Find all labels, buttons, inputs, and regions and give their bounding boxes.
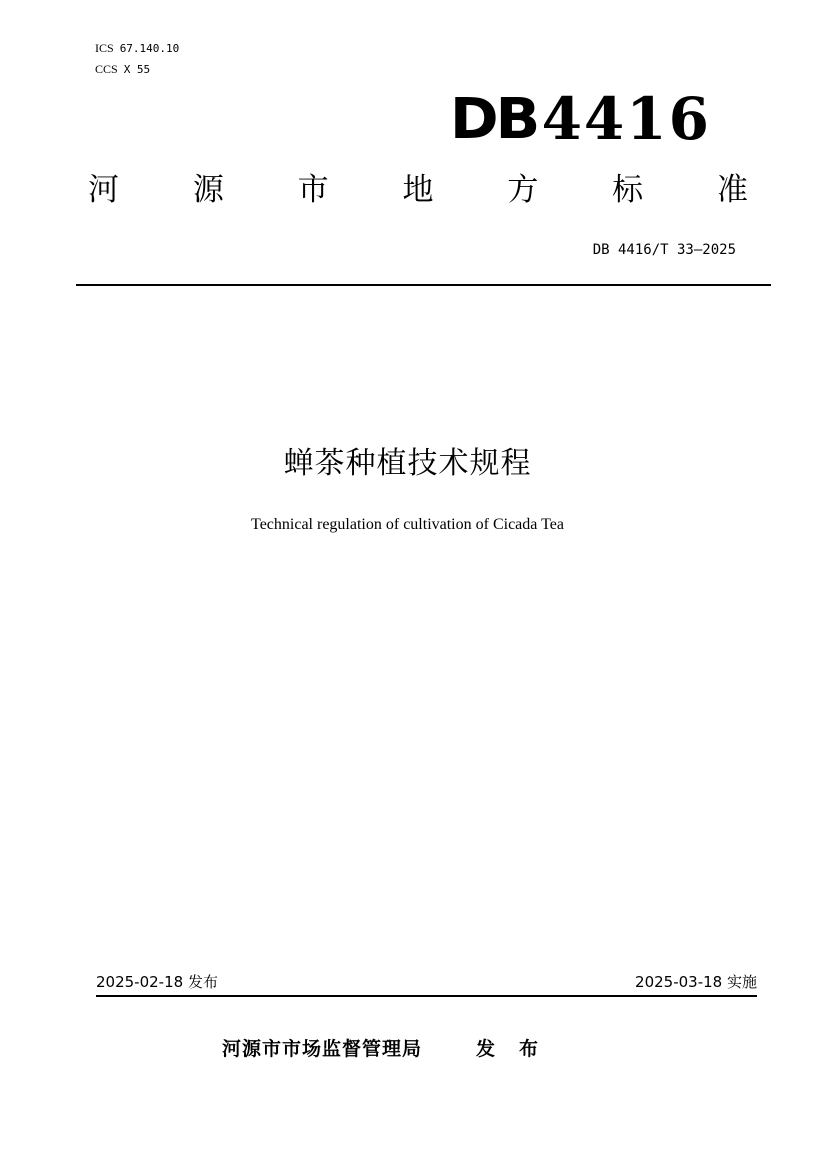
standard-type-char: 地 — [402, 172, 434, 208]
effective-date: 2025-03-18 实施 — [635, 973, 757, 991]
ics-label: ICS — [95, 41, 114, 55]
document-title-english: Technical regulation of cultivation of Cicada Tea — [251, 516, 564, 533]
issue-action: 发布 — [476, 1038, 563, 1060]
ccs-value: X 55 — [123, 63, 151, 76]
standard-type-heading — [88, 170, 748, 210]
document-title: 蝉茶种植技术规程 — [283, 446, 532, 481]
standard-type-char: 准 — [716, 172, 748, 208]
standard-number: DB 4416/T 33—2025 — [592, 242, 736, 258]
standard-type-char: 市 — [297, 172, 329, 208]
header-divider — [76, 284, 771, 286]
publish-date: 2025-02-18 发布 — [96, 973, 218, 991]
standard-mark-number: 4416 — [541, 85, 711, 153]
date-row — [96, 972, 757, 992]
issuer-name: 河源市市场监督管理局 — [222, 1038, 423, 1060]
ccs-label: CCS — [95, 62, 118, 76]
issuer-line — [222, 1036, 562, 1062]
standard-type-char: 河 — [88, 172, 119, 208]
standard-mark — [450, 85, 711, 153]
ics-value: 67.140.10 — [119, 42, 180, 55]
footer-divider — [96, 995, 757, 997]
standard-mark-letters: DB — [450, 87, 538, 152]
standard-type-char: 方 — [507, 172, 539, 208]
ics-code — [95, 41, 179, 56]
ccs-code — [95, 62, 150, 77]
standard-type-char: 标 — [612, 172, 644, 208]
standard-type-char: 源 — [192, 172, 224, 208]
